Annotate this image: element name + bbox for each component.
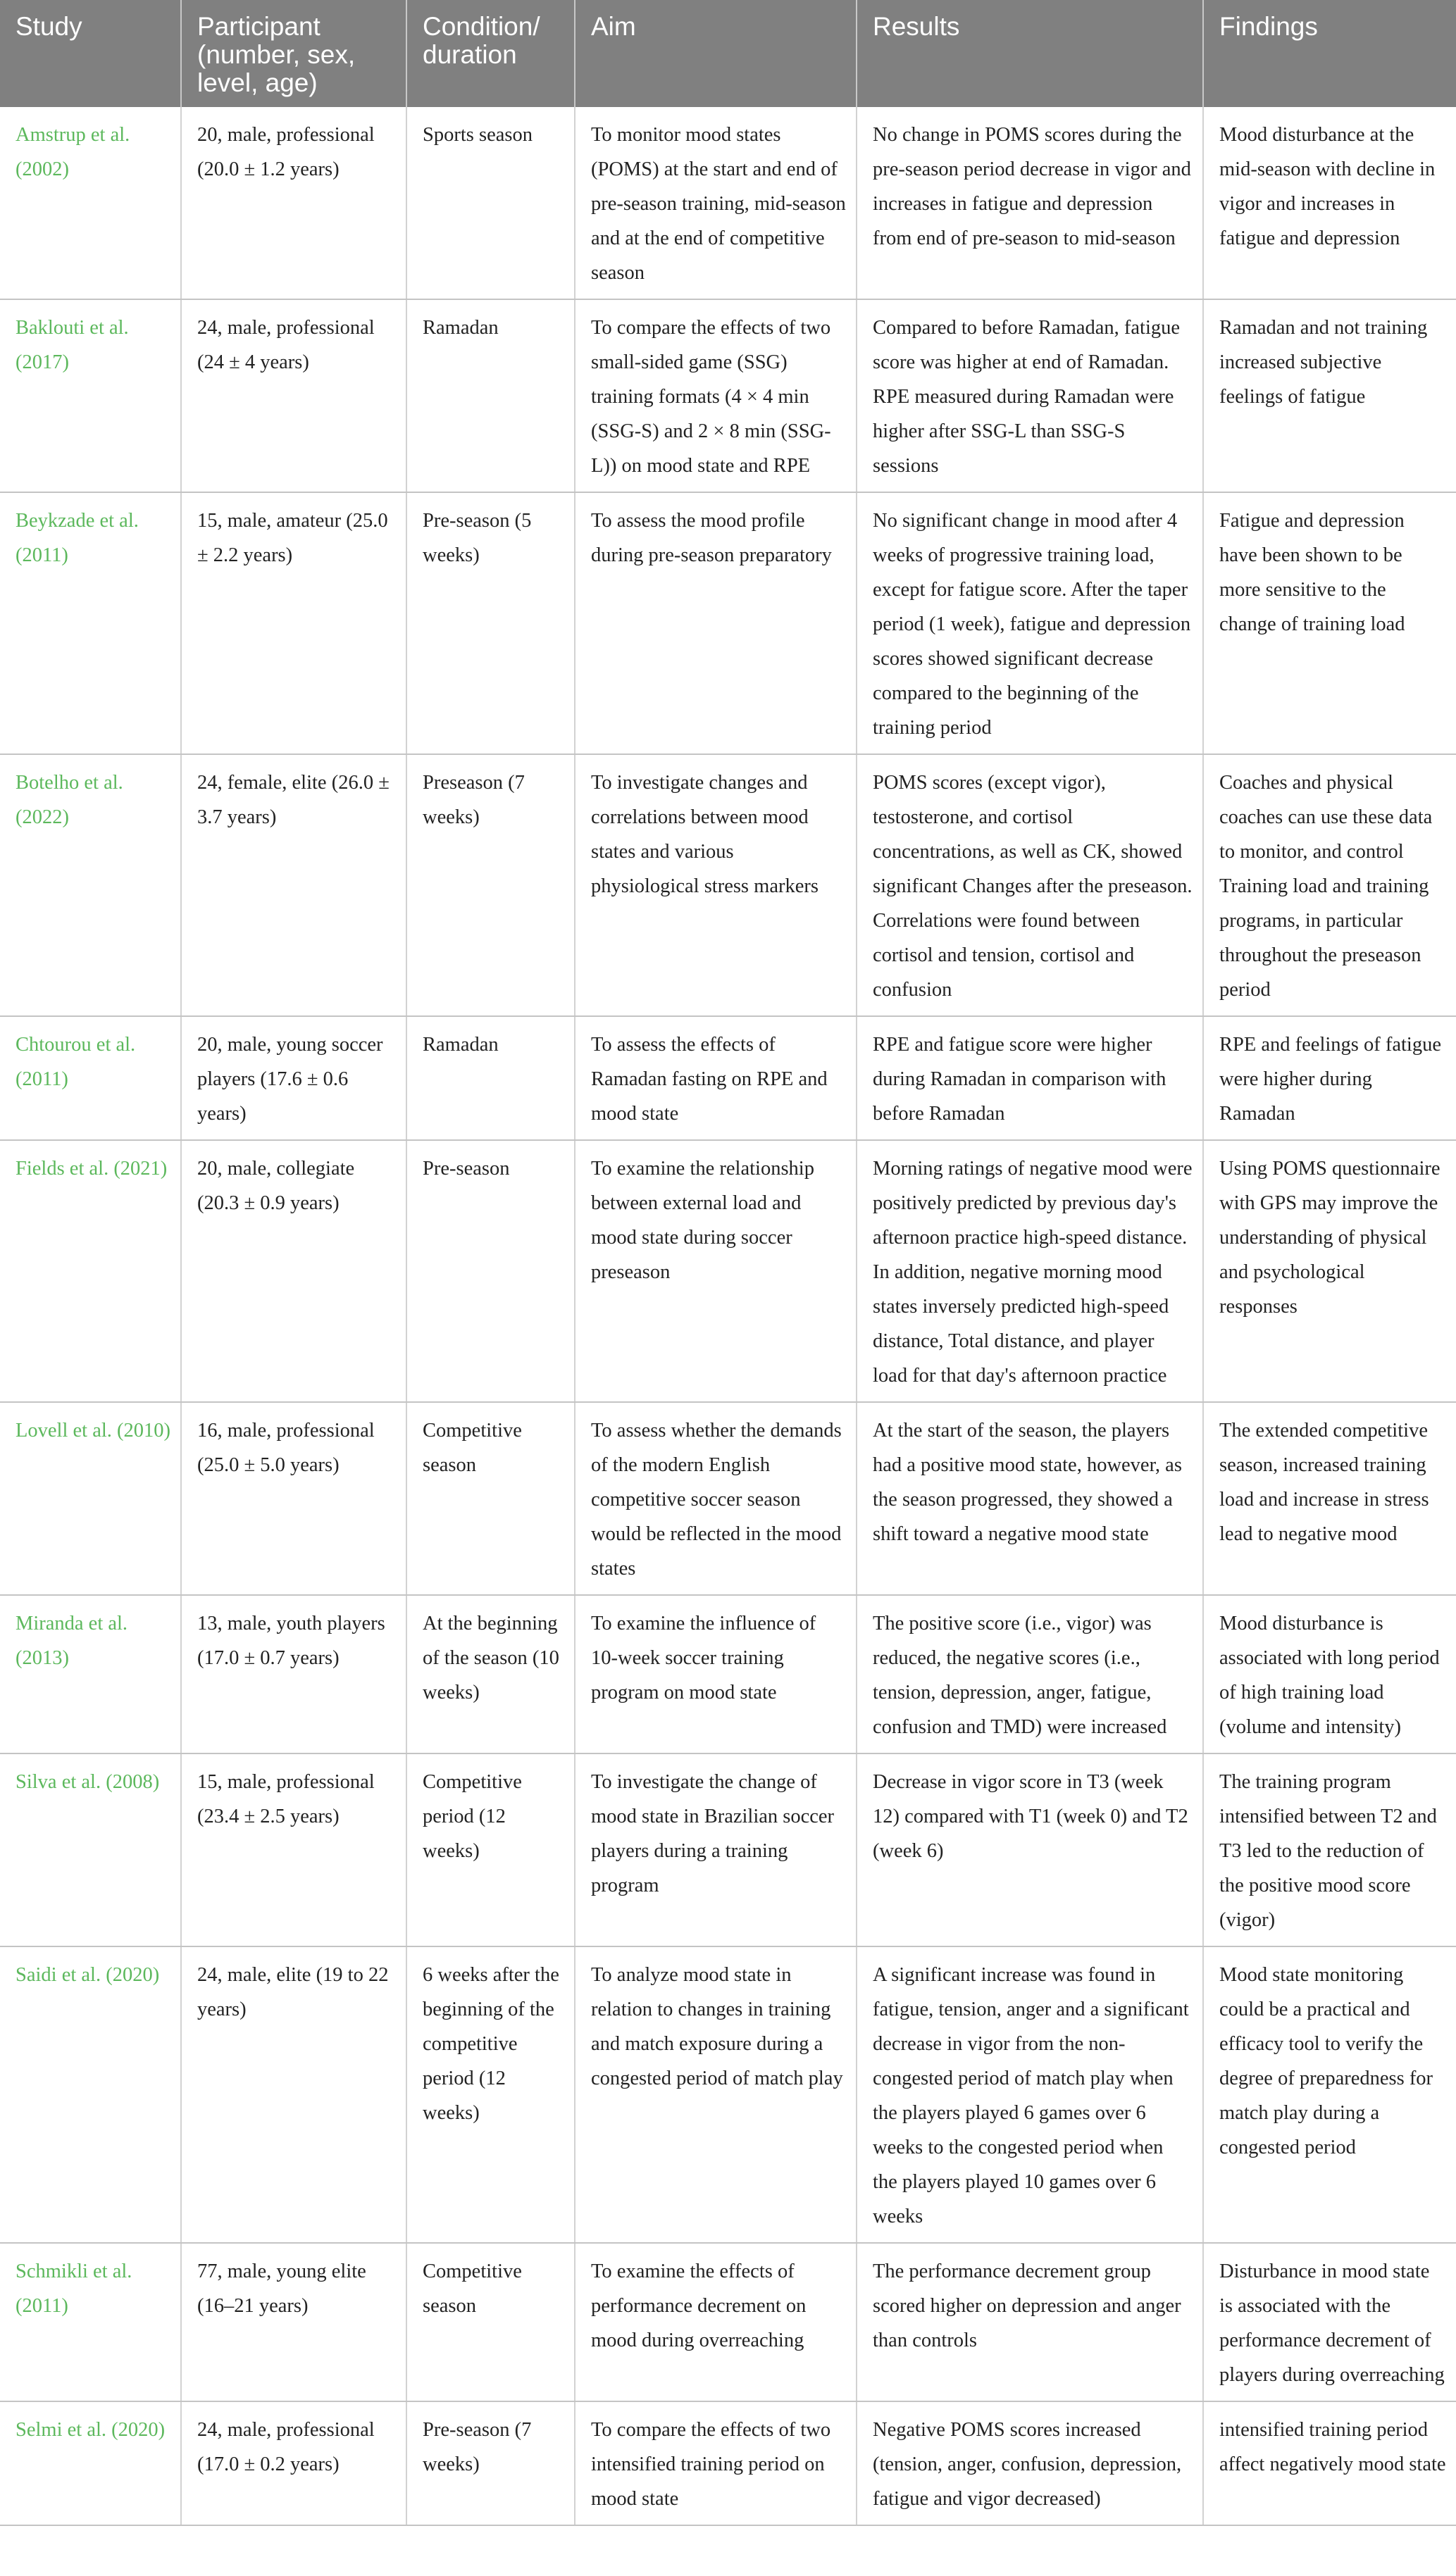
header-row [0,0,1456,107]
aim-cell: To monitor mood states (POMS) at the start and end of pre-season training, mid-season and at the end of competitive season [575,107,857,299]
condition-cell: Pre-season [406,1140,575,1402]
participant-cell: 24, male, professional (17.0 ± 0.2 years) [181,2401,406,2525]
participant-cell: 15, male, amateur (25.0 ± 2.2 years) [181,492,406,754]
table-row [0,1402,1456,1595]
aim-cell: To assess whether the demands of the modern English competitive soccer season would be reflected in the mood states [575,1402,857,1595]
aim-cell: To assess the effects of Ramadan fasting on RPE and mood state [575,1016,857,1140]
table-row [0,1595,1456,1753]
aim-cell: To assess the mood profile during pre-season preparatory [575,492,857,754]
table-row [0,2401,1456,2525]
participant-cell: 16, male, professional (25.0 ± 5.0 years) [181,1402,406,1595]
study-link[interactable]: Chtourou et al. (2011) [0,1016,181,1140]
table-row [0,107,1456,299]
study-link[interactable]: Botelho et al. (2022) [0,754,181,1016]
findings-cell: intensified training period affect negatively mood state [1203,2401,1456,2525]
results-cell: Decrease in vigor score in T3 (week 12) compared with T1 (week 0) and T2 (week 6) [857,1753,1203,1946]
aim-cell: To examine the effects of performance decrement on mood during overreaching [575,2243,857,2401]
study-link[interactable]: Schmikli et al. (2011) [0,2243,181,2401]
condition-cell: Competitive season [406,1402,575,1595]
table-row [0,1753,1456,1946]
aim-cell: To investigate the change of mood state in Brazilian soccer players during a training program [575,1753,857,1946]
findings-cell: Mood disturbance at the mid-season with decline in vigor and increases in fatigue and depression [1203,107,1456,299]
participant-cell: 20, male, collegiate (20.3 ± 0.9 years) [181,1140,406,1402]
condition-cell: Pre-season (5 weeks) [406,492,575,754]
results-cell: POMS scores (except vigor), testosterone, and cortisol concentrations, as well as CK, showed significant Changes after the preseason. Correlations were found between cortisol and tension, cortisol and confusion [857,754,1203,1016]
table-body [0,107,1456,2525]
aim-cell: To investigate changes and correlations between mood states and various physiological stress markers [575,754,857,1016]
condition-cell: Competitive season [406,2243,575,2401]
results-cell: RPE and fatigue score were higher during Ramadan in comparison with before Ramadan [857,1016,1203,1140]
findings-cell: Mood state monitoring could be a practical and efficacy tool to verify the degree of preparedness for match play during a congested period [1203,1946,1456,2243]
table-row [0,1946,1456,2243]
header-findings: Findings [1203,0,1456,107]
aim-cell: To examine the relationship between external load and mood state during soccer preseason [575,1140,857,1402]
study-link[interactable]: Amstrup et al. (2002) [0,107,181,299]
findings-cell: Using POMS questionnaire with GPS may improve the understanding of physical and psychological responses [1203,1140,1456,1402]
table-row [0,1140,1456,1402]
results-cell: Compared to before Ramadan, fatigue score was higher at end of Ramadan. RPE measured during Ramadan were higher after SSG-L than SSG-S sessions [857,299,1203,492]
results-cell: A significant increase was found in fatigue, tension, anger and a significant decrease in vigor from the non-congested period of match play when the players played 6 games over 6 weeks to the congested period when the players played 10 games over 6 weeks [857,1946,1203,2243]
header-aim: Aim [575,0,857,107]
results-cell: No change in POMS scores during the pre-season period decrease in vigor and increases in fatigue and depression from end of pre-season to mid-season [857,107,1203,299]
findings-cell: Disturbance in mood state is associated with the performance decrement of players during overreaching [1203,2243,1456,2401]
study-link[interactable]: Lovell et al. (2010) [0,1402,181,1595]
participant-cell: 20, male, young soccer players (17.6 ± 0.6 years) [181,1016,406,1140]
condition-cell: Pre-season (7 weeks) [406,2401,575,2525]
study-link[interactable]: Selmi et al. (2020) [0,2401,181,2525]
findings-cell: Coaches and physical coaches can use these data to monitor, and control Training load and training programs, in particular throughout the preseason period [1203,754,1456,1016]
aim-cell: To examine the influence of 10-week soccer training program on mood state [575,1595,857,1753]
results-cell: The positive score (i.e., vigor) was reduced, the negative scores (i.e., tension, depression, anger, fatigue, confusion and TMD) were increased [857,1595,1203,1753]
results-cell: The performance decrement group scored higher on depression and anger than controls [857,2243,1203,2401]
table-row [0,754,1456,1016]
table-row [0,1016,1456,1140]
condition-cell: Ramadan [406,1016,575,1140]
study-link[interactable]: Baklouti et al. (2017) [0,299,181,492]
results-cell: Morning ratings of negative mood were positively predicted by previous day's afternoon practice high-speed distance. In addition, negative morning mood states inversely predicted high-speed distance, Total distance, and player load for that day's afternoon practice [857,1140,1203,1402]
aim-cell: To compare the effects of two small-sided game (SSG) training formats (4 × 4 min (SSG-S) and 2 × 8 min (SSG-L)) on mood state and RPE [575,299,857,492]
findings-cell: The training program intensified between T2 and T3 led to the reduction of the positive mood score (vigor) [1203,1753,1456,1946]
results-cell: No significant change in mood after 4 weeks of progressive training load, except for fatigue score. After the taper period (1 week), fatigue and depression scores showed significant decrease compared to the beginning of the training period [857,492,1203,754]
participant-cell: 24, female, elite (26.0 ± 3.7 years) [181,754,406,1016]
aim-cell: To analyze mood state in relation to changes in training and match exposure during a congested period of match play [575,1946,857,2243]
participant-cell: 77, male, young elite (16–21 years) [181,2243,406,2401]
table-row [0,2243,1456,2401]
findings-cell: RPE and feelings of fatigue were higher during Ramadan [1203,1016,1456,1140]
participant-cell: 24, male, elite (19 to 22 years) [181,1946,406,2243]
aim-cell: To compare the effects of two intensified training period on mood state [575,2401,857,2525]
table-row [0,299,1456,492]
condition-cell: Sports season [406,107,575,299]
participant-cell: 20, male, professional (20.0 ± 1.2 years) [181,107,406,299]
findings-cell: The extended competitive season, increased training load and increase in stress lead to negative mood [1203,1402,1456,1595]
findings-cell: Fatigue and depression have been shown to be more sensitive to the change of training load [1203,492,1456,754]
header-participant: Participant (number, sex, level, age) [181,0,406,107]
results-cell: At the start of the season, the players had a positive mood state, however, as the season progressed, they showed a shift toward a negative mood state [857,1402,1203,1595]
condition-cell: Preseason (7 weeks) [406,754,575,1016]
header-study: Study [0,0,181,107]
findings-cell: Ramadan and not training increased subjective feelings of fatigue [1203,299,1456,492]
participant-cell: 15, male, professional (23.4 ± 2.5 years) [181,1753,406,1946]
condition-cell: Competitive period (12 weeks) [406,1753,575,1946]
header-results: Results [857,0,1203,107]
study-link[interactable]: Silva et al. (2008) [0,1753,181,1946]
study-link[interactable]: Miranda et al. (2013) [0,1595,181,1753]
findings-cell: Mood disturbance is associated with long period of high training load (volume and intensity) [1203,1595,1456,1753]
table-header [0,0,1456,107]
header-condition: Condition/ duration [406,0,575,107]
participant-cell: 13, male, youth players (17.0 ± 0.7 years) [181,1595,406,1753]
study-link[interactable]: Beykzade et al. (2011) [0,492,181,754]
study-link[interactable]: Fields et al. (2021) [0,1140,181,1402]
condition-cell: Ramadan [406,299,575,492]
study-link[interactable]: Saidi et al. (2020) [0,1946,181,2243]
condition-cell: At the beginning of the season (10 weeks) [406,1595,575,1753]
table-row [0,492,1456,754]
condition-cell: 6 weeks after the beginning of the competitive period (12 weeks) [406,1946,575,2243]
results-cell: Negative POMS scores increased (tension, anger, confusion, depression, fatigue and vigor decreased) [857,2401,1203,2525]
participant-cell: 24, male, professional (24 ± 4 years) [181,299,406,492]
